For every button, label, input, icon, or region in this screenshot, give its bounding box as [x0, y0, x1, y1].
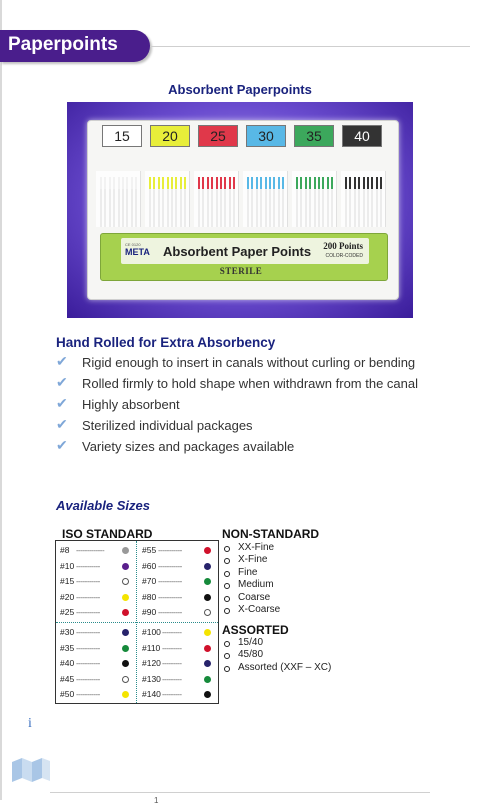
- ce-mark: CE 0120: [125, 242, 141, 247]
- iso-size-label: #8: [60, 545, 70, 555]
- iso-leader-dashes: -----------: [76, 628, 100, 637]
- paperpoint-color-band: [224, 177, 226, 189]
- iso-horizontal-divider: [56, 622, 218, 623]
- page-header-tab: [0, 30, 150, 62]
- page-edge: [0, 0, 2, 800]
- iso-size-row: [138, 559, 216, 574]
- iso-leader-dashes: -------------: [76, 546, 105, 555]
- feature-item: [56, 394, 466, 415]
- iso-size-row: [138, 687, 216, 702]
- paperpoint-slot: [194, 171, 239, 227]
- box-label: [100, 233, 388, 281]
- non-standard-list: [222, 542, 280, 616]
- paperpoint-color-band: [327, 177, 329, 189]
- iso-leader-dashes: ---------: [162, 690, 182, 700]
- paperpoint-color-band: [198, 177, 200, 189]
- paperpoint-color-band: [278, 177, 280, 189]
- box-sterile-text: STERILE: [219, 266, 263, 276]
- iso-size-row: [138, 656, 216, 671]
- paperpoint-color-band: [100, 177, 102, 189]
- size-option: Medium: [222, 579, 280, 591]
- iso-size-row: [56, 574, 134, 589]
- iso-size-label: #70: [142, 576, 157, 587]
- color-dot-icon: [122, 547, 129, 554]
- paperpoint-slot: [292, 171, 337, 227]
- checkmark-icon: ✔: [56, 395, 68, 411]
- non-standard-title: NON-STANDARD: [222, 527, 320, 541]
- iso-leader-dashes: -----------: [76, 592, 100, 602]
- size-option: XX-Fine: [222, 542, 280, 554]
- iso-size-label: #50: [60, 689, 75, 700]
- paperpoint-color-band: [153, 177, 155, 189]
- iso-size-row: [138, 672, 216, 687]
- iso-size-label: #130: [142, 673, 161, 684]
- paperpoint-color-band: [282, 177, 284, 189]
- size-tab-20: 20: [150, 125, 190, 147]
- iso-size-label: #40: [60, 658, 75, 669]
- feature-text: Variety sizes and packages available: [82, 439, 295, 454]
- paperpoint-color-band: [207, 177, 209, 189]
- iso-leader-dashes: -----------: [158, 608, 182, 618]
- iso-size-label: #80: [142, 591, 157, 602]
- paperpoint-color-band: [376, 177, 378, 189]
- page-title: Paperpoints: [8, 34, 118, 55]
- paperpoint-box: [87, 120, 399, 300]
- color-dot-icon: [204, 660, 211, 667]
- iso-size-label: #110: [142, 642, 161, 653]
- iso-leader-dashes: -----------: [76, 659, 100, 669]
- page-marker: 1: [154, 796, 159, 805]
- iso-size-label: #20: [60, 591, 75, 602]
- paperpoint-color-band: [300, 177, 302, 189]
- iso-size-label: #140: [142, 689, 161, 700]
- iso-leader-dashes: -----------: [76, 690, 100, 700]
- iso-size-label: #15: [60, 576, 75, 587]
- color-dot-icon: [204, 629, 211, 636]
- paperpoint-color-band: [269, 177, 271, 189]
- paperpoint-slot: [145, 171, 190, 227]
- iso-size-label: #90: [142, 607, 157, 618]
- paperpoint-color-band: [305, 177, 307, 189]
- available-sizes-heading: Available Sizes: [56, 498, 150, 513]
- feature-text: Rigid enough to insert in canals without curling or bending: [82, 355, 416, 370]
- paperpoint-color-band: [229, 177, 231, 189]
- iso-leader-dashes: -----------: [158, 561, 182, 571]
- paperpoint-color-band: [318, 177, 320, 189]
- paperpoint-color-band: [371, 177, 373, 189]
- paperpoint-color-band: [296, 177, 298, 189]
- paperpoint-color-band: [113, 177, 115, 189]
- iso-leader-dashes: -----------: [76, 608, 100, 618]
- paperpoint-color-band: [358, 177, 360, 189]
- iso-leader-dashes: -----------: [158, 592, 182, 602]
- size-option: X-Fine: [222, 554, 280, 566]
- box-label-inner: [121, 238, 369, 264]
- header-divider: [150, 46, 470, 47]
- iso-size-row: [56, 543, 134, 558]
- iso-size-row: [56, 559, 134, 574]
- size-tab-35: 35: [294, 125, 334, 147]
- section-title: Absorbent Paperpoints: [168, 82, 312, 97]
- paperpoint-slot: [341, 171, 386, 227]
- paperpoint-color-band: [367, 177, 369, 189]
- assorted-list: [222, 637, 331, 674]
- iso-size-label: #60: [142, 560, 157, 571]
- brand-logo: [125, 242, 150, 257]
- paperpoint-color-band: [162, 177, 164, 189]
- color-dot-icon: [122, 563, 129, 570]
- iso-size-label: #55: [142, 545, 157, 555]
- color-dot-icon: [122, 594, 129, 601]
- paperpoint-color-band: [126, 177, 128, 189]
- product-photo: [67, 102, 413, 318]
- iso-size-label: #30: [60, 627, 75, 637]
- feature-text: Highly absorbent: [82, 397, 180, 412]
- paperpoint-color-band: [167, 177, 169, 189]
- paperpoint-color-band: [265, 177, 267, 189]
- iso-size-row: [138, 574, 216, 589]
- color-dot-icon: [122, 660, 129, 667]
- color-dot-icon: [122, 609, 129, 616]
- paperpoint-color-band: [184, 177, 186, 189]
- checkmark-icon: ✔: [56, 374, 68, 390]
- paperpoint-color-band: [202, 177, 204, 189]
- paperpoint-color-band: [331, 177, 333, 189]
- paperpoint-color-band: [118, 177, 120, 189]
- book-icon[interactable]: [10, 756, 52, 782]
- iso-size-row: [56, 687, 134, 702]
- iso-leader-dashes: ---------: [162, 628, 182, 637]
- iso-size-row: [56, 625, 134, 640]
- feature-item: [56, 436, 466, 457]
- color-dot-icon: [122, 676, 129, 683]
- paperpoint-color-band: [349, 177, 351, 189]
- paperpoint-color-band: [233, 177, 235, 189]
- iso-leader-dashes: ---------: [162, 674, 182, 684]
- iso-size-label: #45: [60, 673, 75, 684]
- paperpoint-color-band: [135, 177, 137, 189]
- paperpoint-color-band: [149, 177, 151, 189]
- paperpoint-color-band: [216, 177, 218, 189]
- paperpoint-color-band: [175, 177, 177, 189]
- iso-size-label: #25: [60, 607, 75, 618]
- size-tab-15: 15: [102, 125, 142, 147]
- paperpoint-color-band: [314, 177, 316, 189]
- checkmark-icon: ✔: [56, 353, 68, 369]
- paperpoint-color-band: [211, 177, 213, 189]
- paperpoint-color-band: [247, 177, 249, 189]
- size-option: Coarse: [222, 592, 280, 604]
- assorted-title: ASSORTED: [222, 623, 289, 637]
- iso-size-row: [56, 656, 134, 671]
- iso-leader-dashes: -----------: [76, 643, 100, 653]
- color-dot-icon: [204, 609, 211, 616]
- color-dot-icon: [204, 691, 211, 698]
- iso-size-row: [138, 605, 216, 620]
- box-color-coded: COLOR-CODED: [325, 253, 363, 259]
- iso-leader-dashes: -----------: [76, 674, 100, 684]
- iso-standard-title: ISO STANDARD: [62, 527, 153, 541]
- iso-size-row: [56, 590, 134, 605]
- color-dot-icon: [122, 691, 129, 698]
- iso-leader-dashes: -----------: [158, 546, 182, 555]
- paperpoint-slot: [243, 171, 288, 227]
- paperpoint-color-band: [251, 177, 253, 189]
- color-dot-icon: [204, 676, 211, 683]
- checkmark-icon: ✔: [56, 416, 68, 432]
- checkmark-icon: ✔: [56, 437, 68, 453]
- paperpoint-color-band: [345, 177, 347, 189]
- feature-item: [56, 352, 466, 373]
- paperpoint-color-band: [363, 177, 365, 189]
- color-dot-icon: [204, 563, 211, 570]
- iso-size-label: #100: [142, 627, 161, 637]
- feature-item: [56, 373, 466, 394]
- paperpoint-color-band: [109, 177, 111, 189]
- paperpoint-color-band: [322, 177, 324, 189]
- paperpoint-color-band: [273, 177, 275, 189]
- info-icon[interactable]: i: [28, 716, 32, 731]
- paperpoint-slot: [96, 171, 141, 227]
- iso-size-row: [138, 543, 216, 558]
- color-dot-icon: [204, 547, 211, 554]
- footer-divider: [50, 792, 430, 793]
- iso-size-table: [55, 540, 219, 704]
- size-tab-30: 30: [246, 125, 286, 147]
- size-tab-25: 25: [198, 125, 238, 147]
- color-dot-icon: [122, 578, 129, 585]
- paperpoint-slots: [96, 171, 390, 227]
- size-option: Assorted (XXF – XC): [222, 662, 331, 674]
- size-option: Fine: [222, 567, 280, 579]
- iso-size-row: [56, 672, 134, 687]
- paperpoint-color-band: [122, 177, 124, 189]
- paperpoint-color-band: [131, 177, 133, 189]
- size-option: 45/80: [222, 649, 331, 661]
- size-tab-40: 40: [342, 125, 382, 147]
- paperpoint-color-band: [260, 177, 262, 189]
- feature-text: Sterilized individual packages: [82, 418, 253, 433]
- iso-leader-dashes: -----------: [76, 577, 100, 587]
- iso-size-row: [56, 641, 134, 656]
- paperpoint-color-band: [380, 177, 382, 189]
- color-dot-icon: [204, 578, 211, 585]
- size-option: X-Coarse: [222, 604, 280, 616]
- paperpoint-color-band: [171, 177, 173, 189]
- iso-size-row: [56, 605, 134, 620]
- color-dot-icon: [204, 594, 211, 601]
- iso-size-row: [138, 641, 216, 656]
- iso-size-row: [138, 590, 216, 605]
- features-heading: Hand Rolled for Extra Absorbency: [56, 335, 276, 350]
- color-dot-icon: [122, 629, 129, 636]
- iso-leader-dashes: ---------: [162, 659, 182, 669]
- color-dot-icon: [122, 645, 129, 652]
- paperpoint-color-band: [256, 177, 258, 189]
- iso-size-label: #120: [142, 658, 161, 669]
- iso-leader-dashes: ---------: [162, 643, 182, 653]
- features-list: [56, 352, 466, 457]
- iso-size-row: [138, 625, 216, 640]
- iso-size-label: #35: [60, 642, 75, 653]
- paperpoint-color-band: [354, 177, 356, 189]
- color-dot-icon: [204, 645, 211, 652]
- paperpoint-color-band: [220, 177, 222, 189]
- feature-text: Rolled firmly to hold shape when withdrawn from the canal: [82, 376, 419, 391]
- brand-name: META: [125, 247, 150, 257]
- paperpoint-color-band: [104, 177, 106, 189]
- feature-item: [56, 415, 466, 436]
- iso-leader-dashes: -----------: [76, 561, 100, 571]
- paperpoint-color-band: [158, 177, 160, 189]
- paperpoint-color-band: [180, 177, 182, 189]
- size-option: 15/40: [222, 637, 331, 649]
- paperpoint-color-band: [309, 177, 311, 189]
- iso-size-label: #10: [60, 560, 75, 571]
- iso-leader-dashes: -----------: [158, 577, 182, 587]
- box-point-count: 200 Points: [323, 241, 363, 251]
- box-label-text: Absorbent Paper Points: [163, 244, 312, 259]
